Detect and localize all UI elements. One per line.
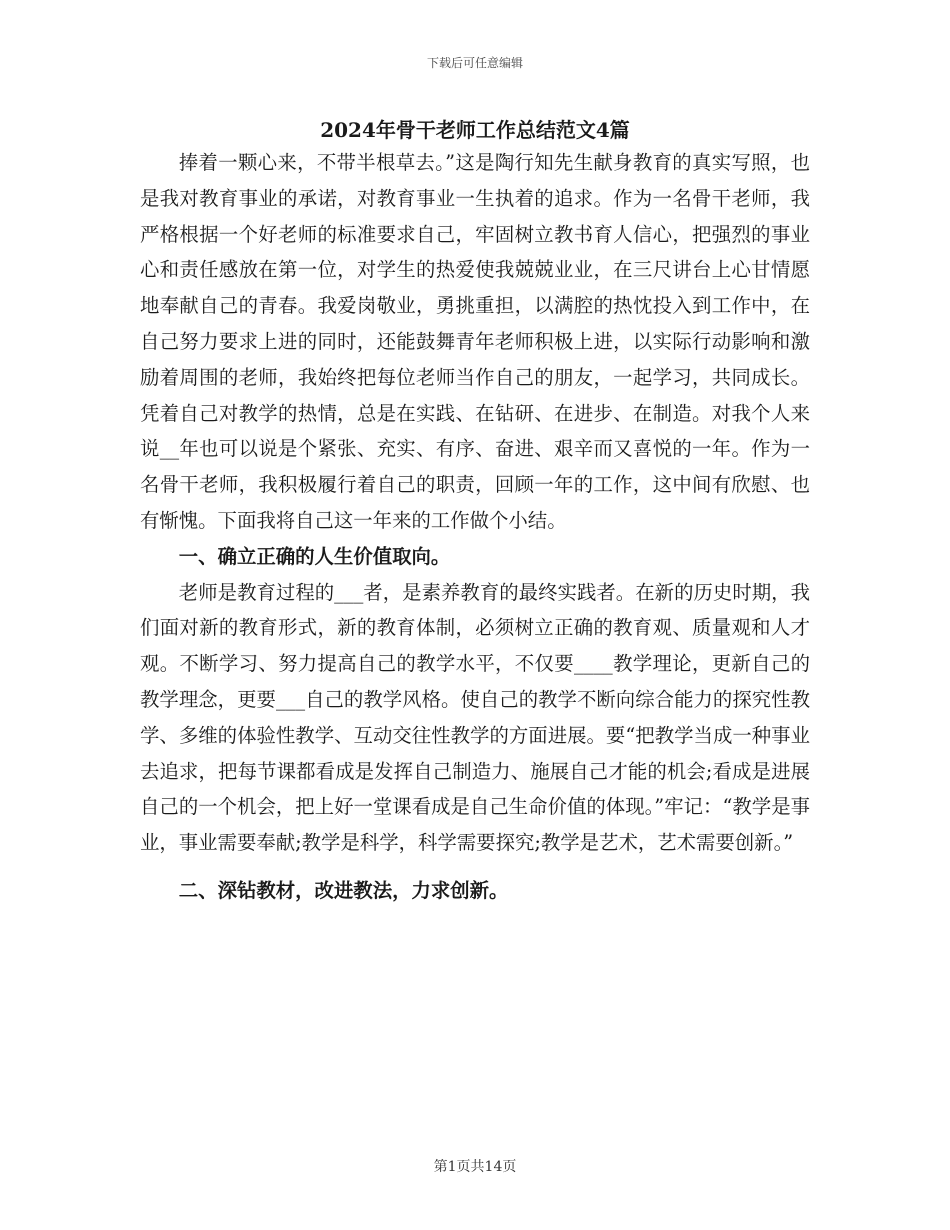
section-heading-1: 一、确立正确的人生价值取向。 [178, 544, 451, 568]
document-title: 2024年骨干老师工作总结范文4篇 [320, 118, 630, 142]
page-footer: 第1页共14页 [433, 1159, 517, 1175]
intro-paragraph: 捧着一颗心来，不带半根草去。”这是陶行知先生献身教育的真实写照，也是我对教育事业的承诺，对教育事业一生执着的追求。作为一名骨干老师，我严格根据一个好老师的标准要求自己，牢固树立教书育人信心，把强烈的事业心和责任感放在第一位，对学生的热爱使我兢兢业业，在三尺讲台上心甘情愿地奉献自己的青春。我爱岗敬业，勇挑重担，以满腔的热忱投入到工作中，在自己努力要求上进的同时，还能鼓舞青年老师积极上进，以实际行动影响和激励着周围的老师，我始终把每位老师当作自己的朋友，一起学习，共同成长。凭着自己对教学的热情，总是在实践、在钻研、在进步、在制造。对我个人来说__年也可以说是个紧张、充实、有序、奋进、艰辛而又喜悦的一年。作为一名骨干老师，我积极履行着自己的职责，回顾一年的工作，这中间有欣慰、也有惭愧。下面我将自己这一年来的工作做个小结。 [140, 151, 810, 532]
section-1-paragraph: 老师是教育过程的___者，是素养教育的最终实践者。在新的历史时期，我们面对新的教育形式，新的教育体制，必须树立正确的教育观、质量观和人才观。不断学习、努力提高自己的教学水平，不仅要____教学理论，更新自己的教学理念，更要___自己的教学风格。使自己的教学不断向综合能力的探究性教学、多维的体验性教学、互动交往性教学的方面进展。要“把教学当成一种事业去追求，把每节课都看成是发挥自己制造力、施展自己才能的机会;看成是进展自己的一个机会，把上好一堂课看成是自己生命价值的体现。”牢记：“教学是事业，事业需要奉献;教学是科学，科学需要探究;教学是艺术，艺术需要创新。” [140, 580, 810, 855]
page-header-note: 下载后可任意编辑 [426, 56, 523, 70]
section-heading-2: 二、深钻教材，改进教法，力求创新。 [178, 878, 509, 902]
document-body [140, 145, 810, 909]
